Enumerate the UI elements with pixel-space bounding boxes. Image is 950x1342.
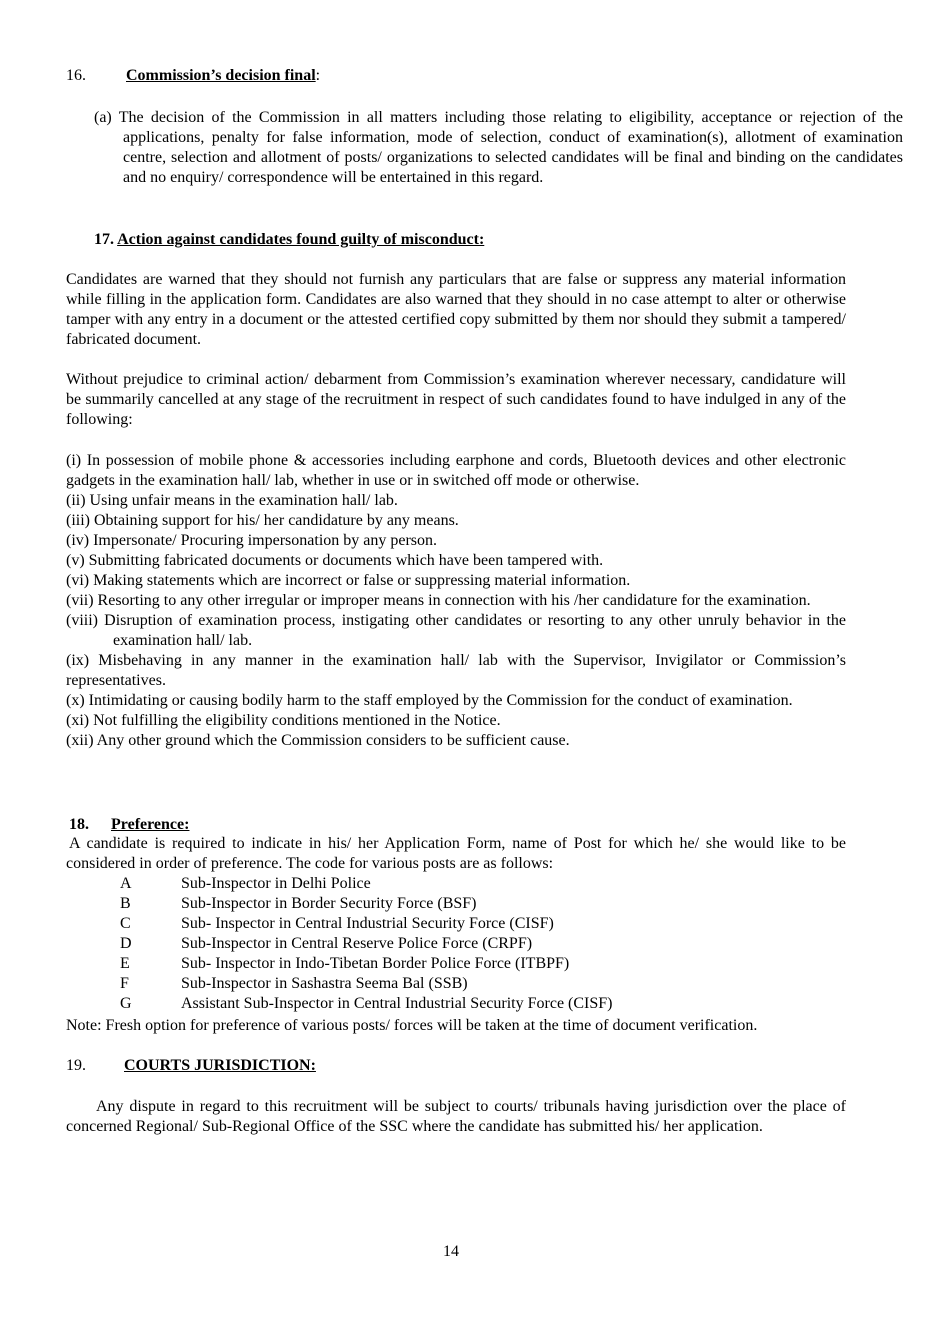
section-18-number: 18. <box>69 816 89 833</box>
section-17-heading <box>94 230 794 250</box>
post-name: Sub- Inspector in Central Industrial Security Force (CISF) <box>181 915 554 932</box>
misconduct-item: (ii) Using unfair means in the examination hall/ lab. <box>66 492 398 509</box>
section-16-para-a: (a) The decision of the Commission in all matters including those relating to eligibility, acceptance or rejection of the applications, penalty for false information, mode of selection, conduct of examination(s), allotment of examination centre, selection and allotment of posts/ organizations to selected candidates will be final and binding on the candidates and no enquiry/ correspondence will be entertained in this regard. <box>94 109 903 186</box>
misconduct-item: (iv) Impersonate/ Procuring impersonation by any person. <box>66 532 438 549</box>
section-19-number: 19. <box>66 1057 86 1074</box>
misconduct-item: (i) In possession of mobile phone & accessories including earphone and cords, Bluetooth devices and other electronic gadgets in the examination hall/ lab, whether in use or in switched off mode or otherwise. <box>66 452 846 489</box>
post-name: Sub-Inspector in Border Security Force (BSF) <box>181 895 477 912</box>
post-name: Sub-Inspector in Central Reserve Police Force (CRPF) <box>181 935 533 952</box>
post-name: Sub-Inspector in Delhi Police <box>181 875 371 892</box>
post-name: Sub- Inspector in Indo-Tibetan Border Police Force (ITBPF) <box>181 955 570 972</box>
misconduct-item: (xii) Any other ground which the Commission considers to be sufficient cause. <box>66 732 570 749</box>
section-18-title: Preference: <box>111 816 190 833</box>
section-17-title: Action against candidates found guilty of misconduct: <box>117 231 485 248</box>
misconduct-item: (iii) Obtaining support for his/ her candidature by any means. <box>66 512 459 529</box>
section-18-note: Note: Fresh option for preference of various posts/ forces will be taken at the time of document verification. <box>66 1017 758 1034</box>
section-16-colon: : <box>315 67 321 84</box>
misconduct-list <box>66 451 846 751</box>
misconduct-item: (x) Intimidating or causing bodily harm to the staff employed by the Commission for the conduct of examination. <box>66 692 793 709</box>
post-code: B <box>120 895 131 912</box>
section-17-number: 17. <box>94 231 114 248</box>
post-name: Sub-Inspector in Sashastra Seema Bal (SSB) <box>181 975 468 992</box>
post-code: D <box>120 935 132 952</box>
section-17-para-2: Without prejudice to criminal action/ debarment from Commission’s examination wherever necessary, candidature will be summarily cancelled at any stage of the recruitment in respect of such candidates found to have indulged in any of the following: <box>66 371 846 428</box>
misconduct-item: (viii) Disruption of examination process, instigating other candidates or resorting to any other unruly behavior in the examination hall/ lab. <box>66 612 846 649</box>
post-code: E <box>120 955 130 972</box>
post-code: G <box>120 995 132 1012</box>
section-18-intro: A candidate is required to indicate in his/ her Application Form, name of Post for which he/ she would like to be considered in order of preference. The code for various posts are as follows: <box>66 835 846 872</box>
misconduct-item: (vii) Resorting to any other irregular or improper means in connection with his /her candidature for the examination. <box>66 592 811 609</box>
misconduct-item: (vi) Making statements which are incorrect or false or suppressing material information. <box>66 572 631 589</box>
post-code: C <box>120 915 131 932</box>
section-19-para: Any dispute in regard to this recruitment will be subject to courts/ tribunals having jurisdiction over the place of concerned Regional/ Sub-Regional Office of the SSC where the candidate has submitted his/ her application. <box>66 1098 846 1135</box>
page-number: 14 <box>443 1243 459 1260</box>
post-code: F <box>120 975 129 992</box>
section-17-para-1: Candidates are warned that they should not furnish any particulars that are false or suppress any material information while filling in the application form. Candidates are also warned that they should in no case attempt to alter or otherwise tamper with any entry in a document or the attested certified copy submitted by them nor should they submit a tampered/ fabricated document. <box>66 271 846 348</box>
section-16-title: Commission’s decision final <box>126 67 316 84</box>
misconduct-item: (ix) Misbehaving in any manner in the examination hall/ lab with the Supervisor, Invigilator or Commission’s representatives. <box>66 652 846 689</box>
misconduct-item: (xi) Not fulfilling the eligibility conditions mentioned in the Notice. <box>66 712 501 729</box>
section-19-title: COURTS JURISDICTION: <box>124 1057 316 1074</box>
section-18-heading <box>69 815 849 835</box>
section-16-number: 16. <box>66 67 86 84</box>
post-name: Assistant Sub-Inspector in Central Industrial Security Force (CISF) <box>181 995 613 1012</box>
post-code: A <box>120 875 132 892</box>
section-16-heading <box>66 66 846 86</box>
section-19-heading <box>66 1056 846 1076</box>
misconduct-item: (v) Submitting fabricated documents or documents which have been tampered with. <box>66 552 604 569</box>
